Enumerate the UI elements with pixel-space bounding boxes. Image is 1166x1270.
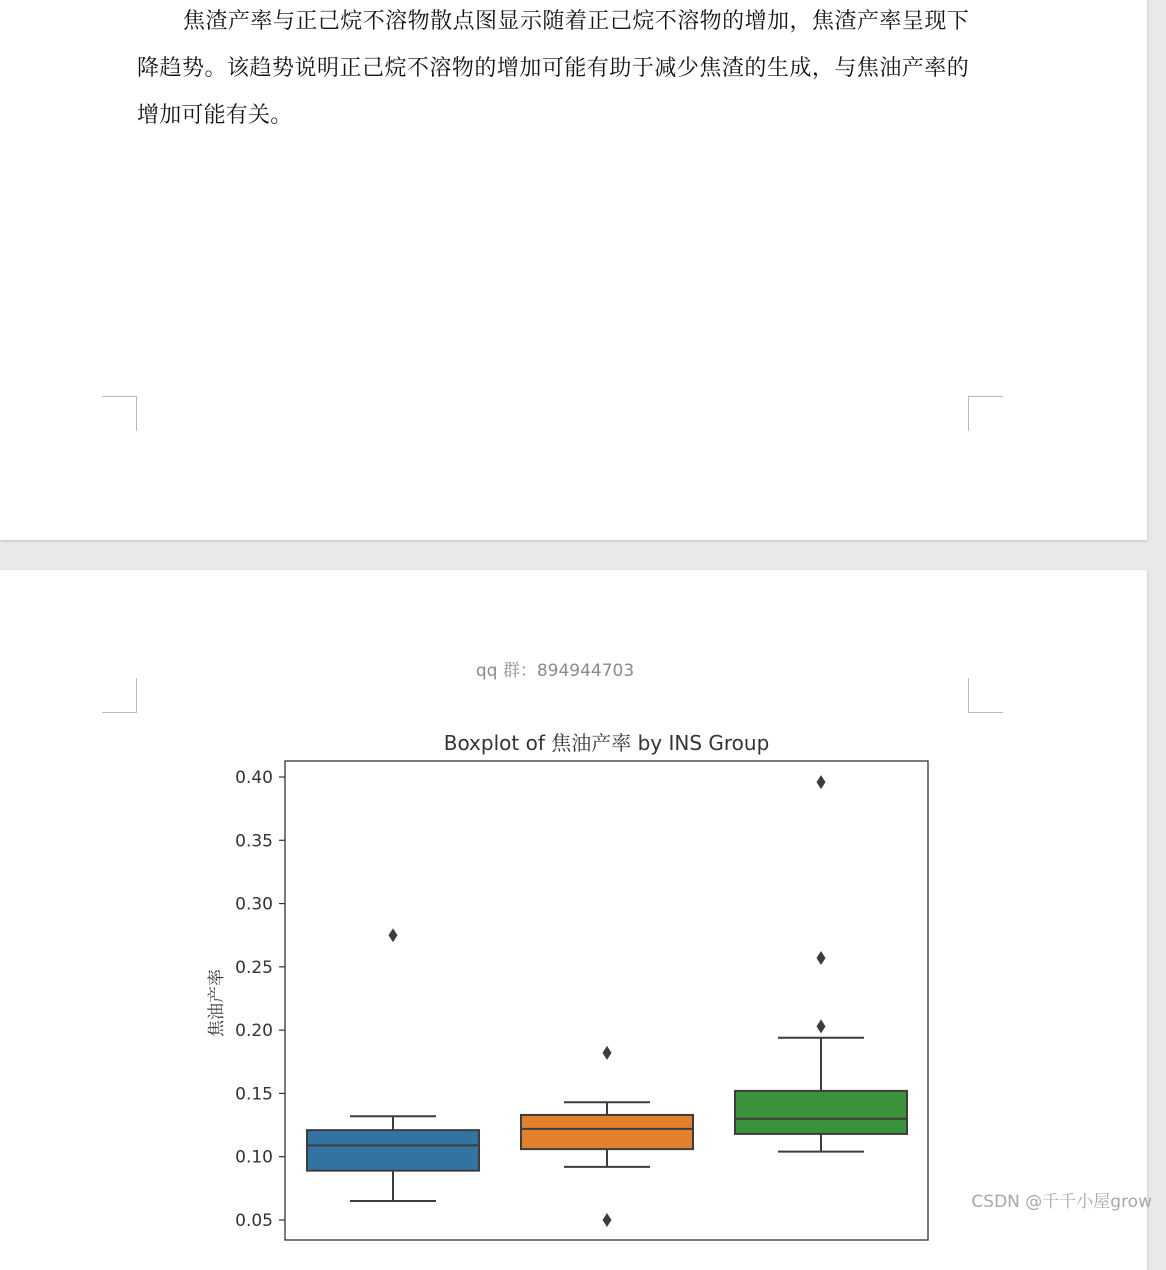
- box-iqr: [307, 1130, 479, 1171]
- y-tick-label: 0.35: [235, 831, 273, 852]
- page-header: qq 群：894944703: [475, 661, 635, 681]
- box-iqr: [735, 1091, 907, 1134]
- y-tick-label: 0.30: [235, 894, 273, 915]
- paragraph-text: 焦渣产率与正己烷不溶物散点图显示随着正己烷不溶物的增加，焦渣产率呈现下降趋势。该趋势说明正己烷不溶物的增加可能有助于减少焦渣的生成，与焦油产率的增加可能有关。: [137, 9, 969, 128]
- chart-title: Boxplot of 焦油产率 by INS Group: [443, 731, 770, 755]
- y-tick-label: 0.20: [235, 1021, 273, 1042]
- y-axis-label: 焦油产率: [207, 969, 227, 1037]
- watermark: CSDN @千千小屋grow: [971, 1192, 1152, 1212]
- y-tick-label: 0.15: [235, 1084, 273, 1105]
- y-tick-label: 0.25: [235, 957, 273, 978]
- y-tick-label: 0.05: [235, 1211, 273, 1231]
- box-iqr: [521, 1115, 693, 1149]
- y-tick-label: 0.10: [235, 1147, 273, 1168]
- y-tick-label: 0.40: [235, 768, 273, 788]
